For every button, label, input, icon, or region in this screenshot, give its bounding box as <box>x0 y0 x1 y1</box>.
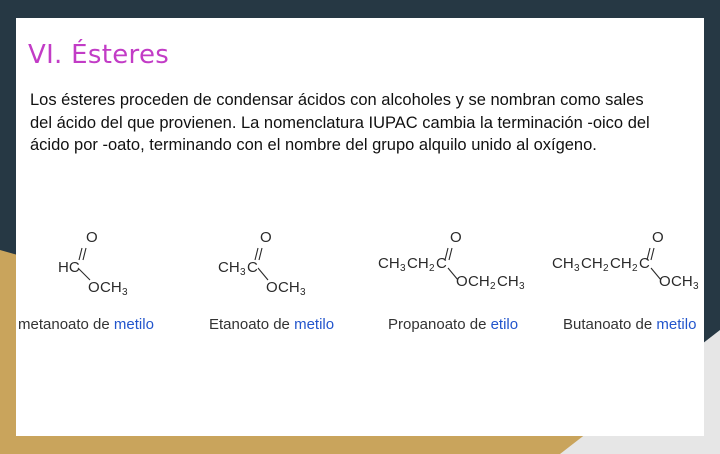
ester-name-alkyl: etilo <box>490 316 519 333</box>
carbonyl-oxygen: O <box>86 229 98 246</box>
formula-alkyl-subscript: 3 <box>693 281 699 292</box>
structural-formula-metanoato <box>56 228 166 298</box>
ester-name-alkyl: metilo <box>294 316 335 333</box>
formula-chain: CH <box>218 259 240 276</box>
carbonyl-oxygen: O <box>450 229 462 246</box>
formula-alkyl-subscript: 3 <box>300 287 306 298</box>
formula-carbon: C <box>436 255 447 272</box>
formula-alkyl-subscript: 3 <box>122 287 128 298</box>
formula-chain-1: CH <box>378 255 400 272</box>
formula-chain-3-subscript: 2 <box>632 263 638 274</box>
formula-chain-1: CH <box>552 255 574 272</box>
ester-name-alkyl: metilo <box>113 316 154 333</box>
slide-card <box>16 18 704 436</box>
ester-name-prefix: Propanoato de <box>388 316 491 333</box>
ester-name-prefix: metanoato de <box>18 316 114 333</box>
formula-chain: HC <box>58 259 80 276</box>
ester-oxygen: O <box>88 279 100 296</box>
formula-chain-3: CH <box>610 255 632 272</box>
ester-oxygen: O <box>456 273 468 290</box>
formula-chain-1-subscript: 3 <box>400 263 406 274</box>
ester-name-prefix: Etanoato de <box>209 316 295 333</box>
ester-name-alkyl: metilo <box>656 316 697 333</box>
slide-paragraph: Los ésteres proceden de condensar ácidos con alcoholes y se nombran como sales del ácido del que provienen. La nomenclatura IUPAC cambia la terminación -oico del ácido por -oato, terminando con el nombre del grupo alquilo unido al oxígeno. <box>30 91 650 154</box>
double-bond-line <box>83 248 86 260</box>
formula-alkyl: CH <box>671 273 693 290</box>
formula-chain-2-subscript: 2 <box>429 263 435 274</box>
carbonyl-oxygen: O <box>260 229 272 246</box>
formula-alkyl-2-subscript: 3 <box>519 281 525 292</box>
ester-name-etanoato <box>209 316 334 333</box>
double-bond-line <box>449 248 452 260</box>
formula-carbon: C <box>639 255 650 272</box>
double-bond-line <box>651 248 654 260</box>
structural-formula-etanoato <box>216 228 326 298</box>
formula-alkyl-1: CH <box>468 273 490 290</box>
formula-alkyl: CH <box>100 279 122 296</box>
carbonyl-oxygen: O <box>652 229 664 246</box>
ester-oxygen: O <box>659 273 671 290</box>
slide-title: VI. Ésteres <box>28 40 170 70</box>
formula-chain-2: CH <box>407 255 429 272</box>
formula-chain-1-subscript: 3 <box>574 263 580 274</box>
formula-chain-2-subscript: 2 <box>603 263 609 274</box>
double-bond-line <box>259 248 262 260</box>
structural-formula-butanoato <box>552 228 712 298</box>
formula-carbon: C <box>247 259 258 276</box>
formula-chain-2: CH <box>581 255 603 272</box>
formula-alkyl: CH <box>278 279 300 296</box>
ester-name-butanoato <box>563 316 696 333</box>
ester-name-propanoato <box>388 316 518 333</box>
ester-oxygen: O <box>266 279 278 296</box>
formula-chain-subscript: 3 <box>240 267 246 278</box>
structural-formula-propanoato <box>378 228 538 298</box>
formula-alkyl-1-subscript: 2 <box>490 281 496 292</box>
ester-name-metanoato <box>18 316 154 333</box>
formula-alkyl-2: CH <box>497 273 519 290</box>
ester-name-prefix: Butanoato de <box>563 316 657 333</box>
